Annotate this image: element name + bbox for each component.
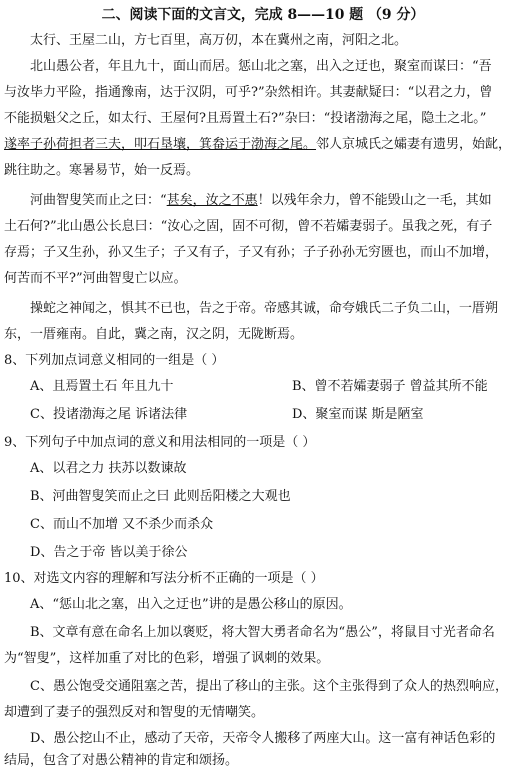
question-9-option-a: A、以君之力 扶苏以数谏故 [30,461,187,476]
passage-line-3: 与汝毕力平险，指通豫南，达于汉阴，可乎?”杂然相许。其妻献疑曰：“以君之力，曾 [4,85,493,100]
question-8-stem: 8、下列加点词意义相同的一组是（ ） [4,353,225,368]
question-8-option-a: A、且焉置土石 年且九十 [30,379,174,394]
question-9-option-c: C、而山不加增 又不杀少而杀众 [30,517,214,532]
passage-line-5 [4,136,511,154]
underlined-sentence: 遂率子孙荷担者三夫，叩石垦壤，箕畚运于渤海之尾。 [4,137,317,152]
passage-line-9: 存焉；子又生孙，孙又生子；子又有子，子又有孙；子子孙孙无穷匮也，而山不加增， [4,245,499,260]
question-10-stem: 10、对选文内容的理解和写法分析不正确的一项是（ ） [4,571,324,586]
question-9-stem: 9、下列句子中加点词的意义和用法相同的一项是（ ） [4,435,316,450]
question-9-option-d: D、告之于帝 皆以美于徐公 [30,545,188,560]
passage-line-8: 土石何?”北山愚公长息曰：“汝心之固，固不可彻，曾不若孀妻弱子。虽我之死，有子 [4,219,493,234]
passage-line-2: 北山愚公者，年且九十，面山而居。惩山北之塞，出入之迂也，聚室而谋曰：“吾 [30,59,492,74]
passage-line-11: 操蛇之神闻之，惧其不已也，告之于帝。帝感其诚，命夸娥氏二子负二山，一厝朔 [30,301,499,316]
section-title: 二、阅读下面的文言文，完成 8——10 题 （9 分） [101,7,425,23]
question-10-option-c-line-1: C、愚公饱受交通阻塞之苦，提出了移山的主张。这个主张得到了众人的热烈响应， [30,679,508,694]
question-10-option-b-line-2: 为“智叟”，这样加重了对比的色彩，增强了讽刺的效果。 [4,651,330,666]
passage-line-1: 太行、王屋二山，方七百里，高万仞，本在冀州之南，河阳之北。 [30,33,408,48]
passage-line-7-head: 河曲智叟笑而止之曰：“ [30,193,167,208]
question-10-option-b-line-1: B、文章有意在命名上加以褒贬，将大智大勇者命名为“愚公”，将鼠目寸光者命名 [30,625,495,640]
question-8-option-c: C、投诸渤海之尾 诉诸法律 [30,407,188,422]
passage-line-7 [30,192,492,210]
question-9-option-b: B、河曲智叟笑而止之曰 此则岳阳楼之大观也 [30,489,291,504]
passage-line-4: 不能损魁父之丘，如太行、王屋何?且焉置土石?”杂曰：“投诸渤海之尾，隐土之北。” [4,111,487,126]
question-10-option-a: A、“惩山北之塞，出入之迂也”讲的是愚公移山的原因。 [30,597,352,612]
passage-line-7-tail: ！以残年余力，曾不能毁山之一毛，其如 [257,193,492,208]
question-10-option-d-line-2: 结局，包含了对愚公精神的肯定和颂扬。 [4,753,239,768]
passage-line-5-rest: 邻人京城氏之孀妻有遗男，始龀， [316,137,512,152]
question-8-option-d: D、聚室而谋 斯是陋室 [292,407,424,422]
passage-line-12: 东，一厝雍南。自此，冀之南，汉之阴，无陇断焉。 [4,327,304,342]
question-10-option-d-line-1: D、愚公挖山不止，感动了天帝，天帝令人搬移了两座大山。这一富有神话色彩的 [30,731,496,746]
passage-line-6: 跳往助之。寒暑易节，始一反焉。 [4,163,200,178]
underlined-phrase: 甚矣，汝之不惠 [166,193,258,208]
passage-line-10: 何苦而不平?”河曲智叟亡以应。 [4,271,187,286]
question-10-option-c-line-2: 却遭到了妻子的强烈反对和智叟的无情嘲笑。 [4,705,265,720]
question-8-option-b: B、曾不若孀妻弱子 曾益其所不能 [292,379,488,394]
